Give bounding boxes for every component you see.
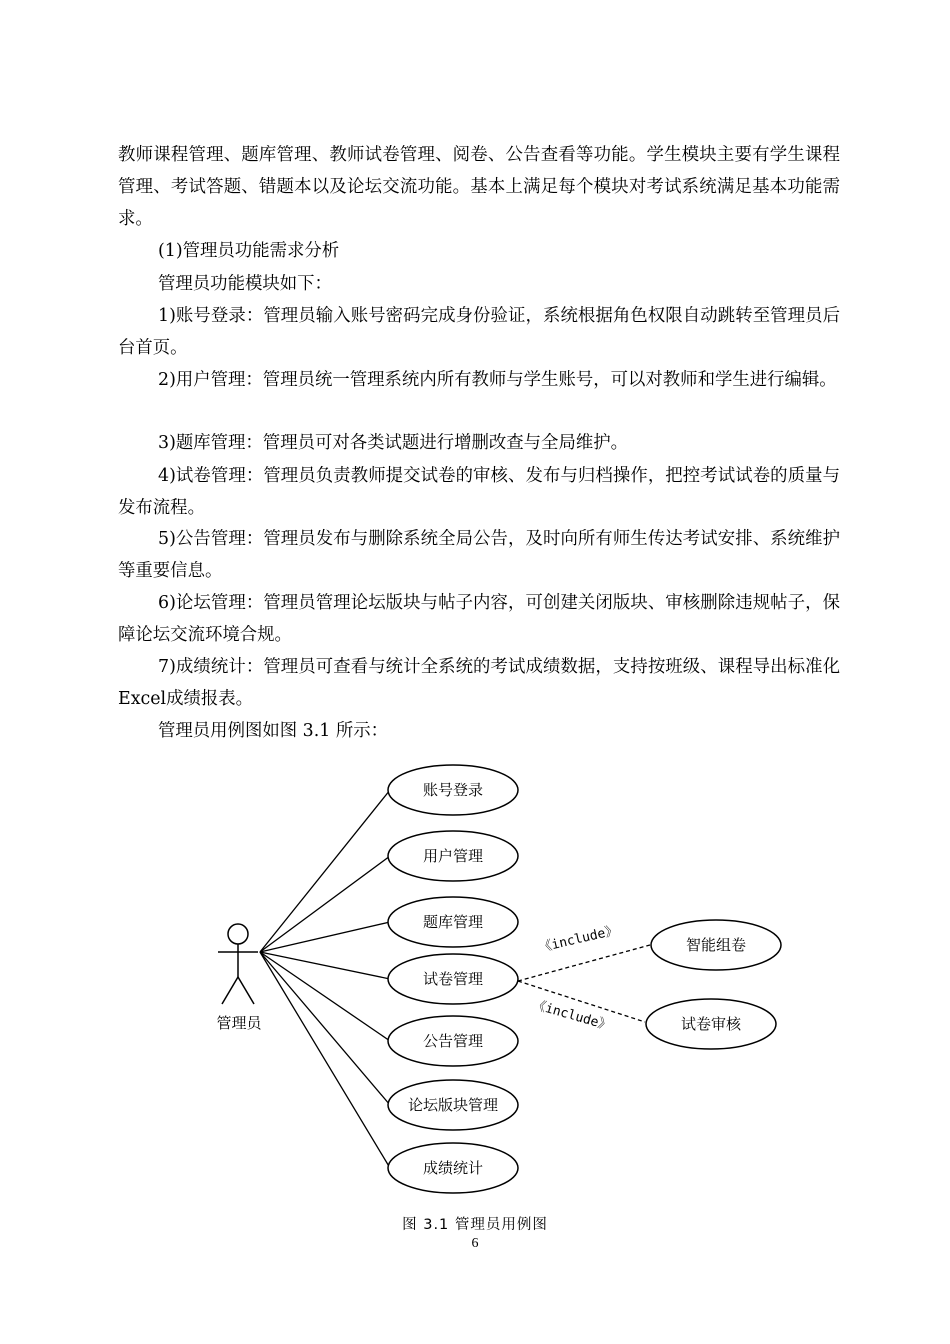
svg-text:账号登录: 账号登录	[422, 781, 484, 799]
use-case-smart-compose	[651, 920, 781, 970]
use-case-user-management	[388, 831, 518, 881]
use-case-paper-review	[646, 999, 776, 1049]
paragraph-figure-reference: 管理员用例图如图 3.1 所示：	[158, 721, 389, 741]
svg-text:用户管理: 用户管理	[422, 847, 484, 865]
svg-text:论坛版块管理: 论坛版块管理	[407, 1096, 499, 1114]
svg-text:题库管理: 题库管理	[422, 913, 484, 931]
actor-label: 管理员	[216, 1014, 262, 1032]
list-item-paper-management: 4)试卷管理：管理员负责教师提交试卷的审核、发布与归档操作，把控考试试卷的质量与发布流程。	[118, 466, 840, 518]
list-item-score-statistics: 7)成绩统计：管理员可查看与统计全系统的考试成绩数据，支持按班级、课程导出标准化Excel成绩报表。	[118, 657, 840, 709]
actor-figure	[218, 924, 258, 1004]
svg-text:试卷管理: 试卷管理	[422, 970, 484, 988]
figure-caption: 图 3.1 管理员用例图	[402, 1217, 548, 1233]
use-case-forum-management	[388, 1080, 518, 1130]
svg-text:成绩统计: 成绩统计	[422, 1159, 484, 1177]
list-item-question-bank: 3)题库管理：管理员可对各类试题进行增删改查与全局维护。	[158, 433, 629, 453]
association-lines	[260, 790, 390, 1168]
paragraph-continuation: 教师课程管理、题库管理、教师试卷管理、阅卷、公告查看等功能。学生模块主要有学生课程管理、考试答题、错题本以及论坛交流功能。基本上满足每个模块对考试系统满足基本功能需求。	[118, 145, 840, 229]
svg-text:试卷审核: 试卷审核	[680, 1015, 742, 1033]
list-item-login: 1)账号登录：管理员输入账号密码完成身份验证，系统根据角色权限自动跳转至管理员后台首页。	[118, 306, 840, 358]
use-case-question-bank	[388, 897, 518, 947]
use-case-notice-management	[388, 1016, 518, 1066]
list-item-forum-management: 6)论坛管理：管理员管理论坛版块与帖子内容，可创建关闭版块、审核删除违规帖子，保障论坛交流环境合规。	[118, 593, 840, 645]
paragraph-intro: 管理员功能模块如下：	[158, 274, 332, 294]
page-number: 6	[471, 1236, 479, 1251]
list-item-notice-management: 5)公告管理：管理员发布与删除系统全局公告，及时向所有师生传达考试安排、系统维护等重要信息。	[118, 529, 840, 581]
include-label-bottom: 《include》	[530, 997, 613, 1035]
use-case-account-login	[388, 765, 518, 815]
use-case-score-statistics	[388, 1143, 518, 1193]
use-case-paper-management	[388, 954, 518, 1004]
svg-text:智能组卷: 智能组卷	[685, 936, 747, 954]
svg-text:公告管理: 公告管理	[422, 1032, 484, 1050]
include-label-top: 《include》	[537, 923, 620, 956]
list-item-user-management: 2)用户管理：管理员统一管理系统内所有教师与学生账号，可以对教师和学生进行编辑。	[158, 370, 837, 390]
section-heading: (1)管理员功能需求分析	[158, 241, 340, 261]
use-case-diagram	[200, 760, 800, 1205]
